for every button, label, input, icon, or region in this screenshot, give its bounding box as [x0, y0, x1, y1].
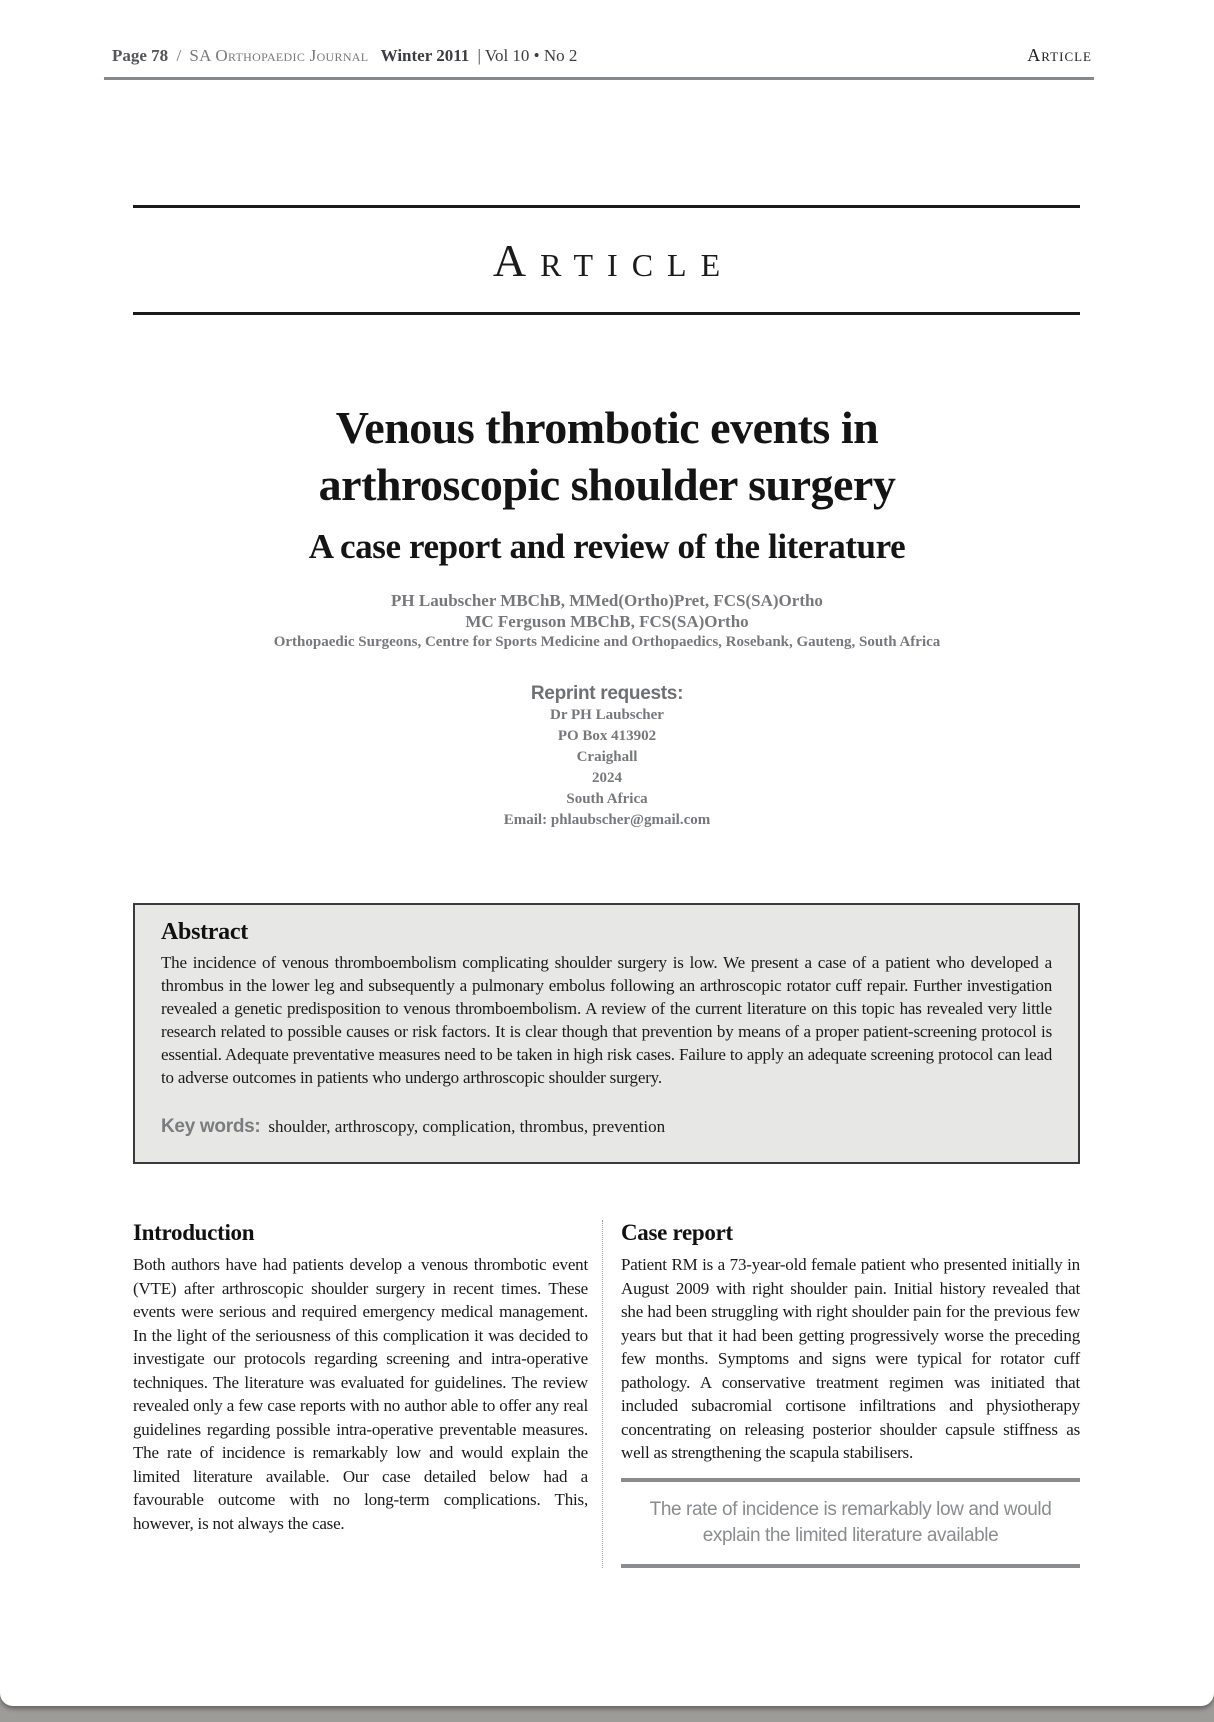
abstract-heading: Abstract: [161, 919, 248, 945]
reprint-contact-name: Dr PH Laubscher: [550, 707, 664, 723]
reprint-po-box: PO Box 413902: [557, 728, 657, 744]
pull-quote-line-1: The rate of incidence is remarkably low and would: [649, 1498, 1052, 1520]
authors-block: [0, 590, 1214, 653]
author-1: PH Laubscher MBChB, MMed(Ortho)Pret, FCS(SA)Ortho: [391, 591, 823, 610]
article-title: [60, 399, 1154, 513]
reprint-email: Email: phlaubscher@gmail.com: [503, 812, 711, 828]
case-report-column: [602, 1220, 1080, 1568]
issue-season: Winter 2011: [380, 46, 470, 65]
reprint-postal-code: 2024: [592, 770, 622, 786]
running-header: [0, 0, 1214, 66]
header-journal-info: [112, 46, 577, 66]
header-separator: /: [176, 46, 182, 65]
title-line-2: arthroscopic shoulder surgery: [318, 459, 896, 510]
journal-name: SA Orthopaedic Journal: [189, 46, 369, 65]
issue-volume: | Vol 10 • No 2: [477, 46, 578, 65]
author-2: MC Ferguson MBChB, FCS(SA)Ortho: [465, 612, 749, 631]
title-line-1: Venous thrombotic events in: [335, 402, 879, 453]
page-number: Page 78: [112, 46, 169, 65]
abstract-box: [133, 903, 1080, 1164]
introduction-text: Both authors have had patients develop a venous thrombotic event (VTE) after arthroscopic shoulder surgery in recent times. These events were serious and required emergency medical management. In the light of the seriousness of this complication it was decided to investigate our protocols regarding screening and intra-operative techniques. The literature was evaluated for guidelines. The review revealed only a few case reports with no author able to offer any real guidelines regarding possible intra-operative preventable measures. The rate of incidence is remarkably low and would explain the limited literature available. Our case detailed below had a favourable outcome with no long-term complications. This, however, is not always the case.: [133, 1255, 588, 1533]
pull-quote-line-2: explain the limited literature available: [702, 1524, 999, 1546]
article-banner: [133, 205, 1080, 315]
pull-quote: [621, 1478, 1080, 1568]
body-columns: [133, 1220, 1080, 1568]
abstract-text: The incidence of venous thromboembolism complicating shoulder surgery is low. We present a case of a patient who developed a thrombus in the lower leg and subsequently a pulmonary embolus following an arthroscopic rotator cuff repair. Further investigation revealed a genetic predisposition to venous thromboembolism. A review of the current literature on this topic has revealed very little research related to possible causes or risk factors. It is clear though that prevention by means of a proper patient-screening protocol is essential. Adequate preventative measures need to be taken in high risk cases. Failure to apply an adequate screening protocol can lead to adverse outcomes in patients who undergo arthroscopic shoulder surgery.: [161, 953, 1052, 1087]
header-section-label: Article: [1027, 45, 1092, 65]
introduction-column: [133, 1220, 588, 1568]
article-subtitle: A case report and review of the literature: [308, 527, 906, 566]
reprint-suburb: Craighall: [576, 749, 638, 765]
reprint-requests-block: [0, 683, 1214, 831]
reprint-country: South Africa: [566, 791, 648, 807]
authors-affiliation: Orthopaedic Surgeons, Centre for Sports Medicine and Orthopaedics, Rosebank, Gauteng, South Africa: [273, 634, 941, 650]
keywords-label: Key words:: [161, 1116, 261, 1137]
introduction-heading: Introduction: [133, 1220, 255, 1245]
header-rule: [104, 77, 1094, 80]
case-report-text: Patient RM is a 73-year-old female patient who presented initially in August 2009 with right shoulder pain. Initial history revealed that she had been struggling with right shoulder pain for the previous few years but that it had been getting progressively worse the preceding few months. Symptoms and signs were typical for rotator cuff pathology. A conservative treatment regimen was initiated that included subacromial cortisone infiltrations and physiotherapy concentrating on releasing posterior shoulder capsule stiffness as well as strengthening the scapula stabilisers.: [621, 1255, 1080, 1462]
keywords-list: shoulder, arthroscopy, complication, thrombus, prevention: [268, 1117, 666, 1136]
keywords-row: [161, 1116, 1052, 1138]
case-report-heading: Case report: [621, 1220, 733, 1245]
reprint-requests-heading: Reprint requests:: [530, 683, 684, 704]
article-banner-label: Article: [492, 234, 735, 286]
